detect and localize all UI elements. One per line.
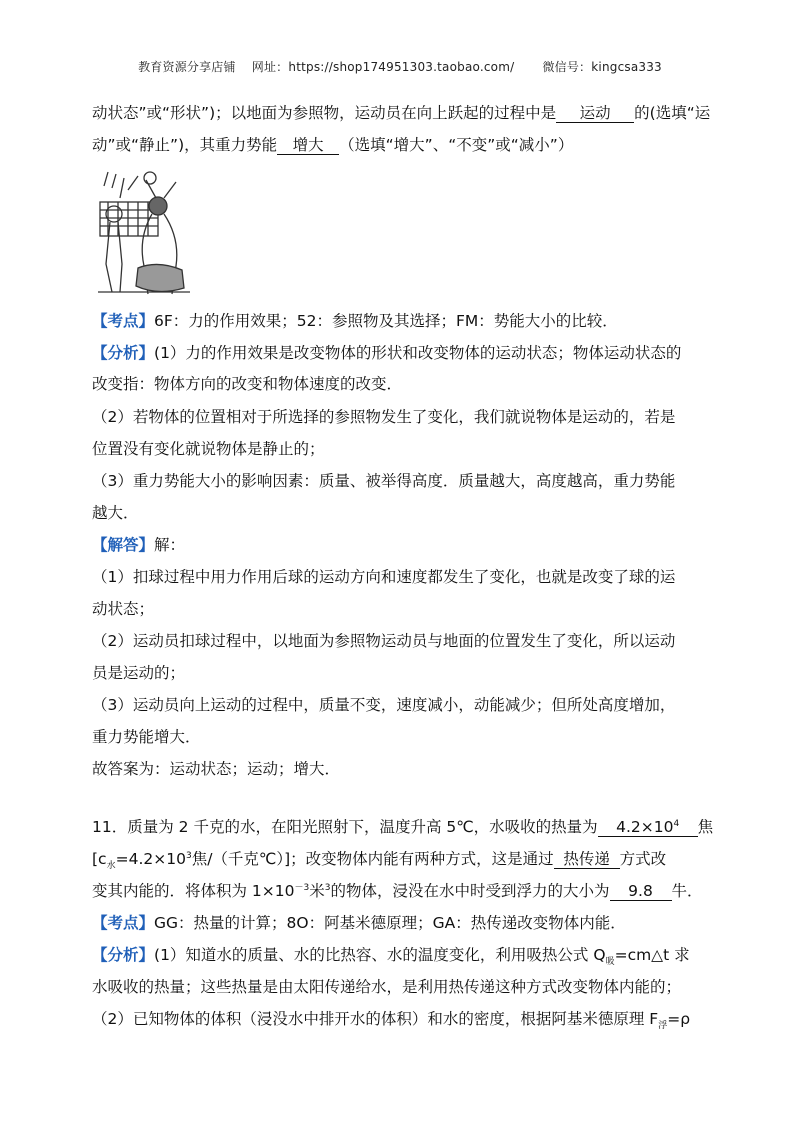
q10-line-1: 动状态”或“形状”)；以地面为参照物，运动员在向上跃起的过程中是 运动 的(选填“运 <box>92 104 711 122</box>
text-line: 越大． <box>92 504 139 522</box>
site-url[interactable]: https://shop174951303.taobao.com/ <box>288 60 515 74</box>
answer-blank: 增大 <box>277 136 339 155</box>
answer-summary: 故答案为：运动状态；运动；增大． <box>92 760 341 778</box>
answer-blank: 运动 <box>556 104 634 123</box>
text-line: 动状态； <box>92 600 155 618</box>
text-line: （2）若物体的位置相对于所选择的参照物发生了变化，我们就说物体是运动的，若是 <box>92 408 676 426</box>
q11-kaodian: 【考点】GG：热量的计算；8O：阿基米德原理；GA：热传递改变物体内能． <box>92 914 626 932</box>
q10-fenxi: 【分析】(1）力的作用效果是改变物体的形状和改变物体的运动状态；物体运动状态的 <box>92 344 682 362</box>
shop-name: 教育资源分享店铺 <box>138 60 236 74</box>
text-line: （3）重力势能大小的影响因素：质量、被举得高度．质量越大，高度越高，重力势能 <box>92 472 676 490</box>
q11-line-1: 11．质量为 2 千克的水，在阳光照射下，温度升高 5℃，水吸收的热量为 $4.2\times 10^4$ 焦 <box>92 818 714 836</box>
answer-blank: 9.8 <box>610 882 672 901</box>
q11-fenxi: 【分析】(1）知道水的质量、水的比热容、水的温度变化，利用吸热公式 $Q_吸=cm\triangle t$ 求 <box>92 946 690 968</box>
answer-blank: $4.2\times 10^4$ <box>598 818 698 837</box>
text-line: （3）运动员向上运动的过程中，质量不变，速度减小，动能减少；但所处高度增加， <box>92 696 676 714</box>
wechat-id: kingcsa333 <box>591 60 662 74</box>
wechat-label: 微信号： <box>542 60 592 74</box>
jieda-tag: 【解答】 <box>92 536 155 554</box>
text-line: （1）扣球过程中用力作用后球的运动方向和速度都发生了变化，也就是改变了球的运 <box>92 568 676 586</box>
volleyball-illustration <box>98 168 190 296</box>
page-header <box>0 58 800 75</box>
kaodian-tag: 【考点】 <box>92 914 155 932</box>
text-line: 改变指：物体方向的改变和物体速度的改变． <box>92 375 403 393</box>
q10-line-2: 动”或“静止”)，其重力势能 增大 （选填“增大”、“不变”或“减小”） <box>92 136 574 154</box>
text-line: 水吸收的热量；这些热量是由太阳传递给水，是利用热传递这种方式改变物体内能的； <box>92 978 682 996</box>
text-line: 员是运动的； <box>92 664 186 682</box>
q10-kaodian: 【考点】6F：力的作用效果；52：参照物及其选择；FM：势能大小的比较． <box>92 312 618 330</box>
fenxi-tag: 【分析】 <box>92 946 155 964</box>
kaodian-tag: 【考点】 <box>92 312 155 330</box>
text-line: （2）运动员扣球过程中，以地面为参照物运动员与地面的位置发生了变化，所以运动 <box>92 632 676 650</box>
answer-blank: 热传递 <box>554 850 620 869</box>
fenxi-tag: 【分析】 <box>92 344 155 362</box>
text-line: 位置没有变化就说物体是静止的； <box>92 440 325 458</box>
text-line: 重力势能增大． <box>92 728 201 746</box>
text-line: （2）已知物体的体积（浸没水中排开水的体积）和水的密度，根据阿基米德原理 $F_浮=\rho$ <box>92 1010 691 1032</box>
q10-jieda: 【解答】解： <box>92 536 186 554</box>
q11-line-2: [$c_水=4.2\times 10^3$焦/（千克℃）]；改变物体内能有两种方式，这是通过 热传递 方式改 <box>92 850 667 872</box>
q11-line-3: 变其内能的．将体积为 $1\times 10^{-3}$米$^3$的物体，浸没在水中时受到浮力的大小为 9.8 牛． <box>92 882 703 900</box>
site-label: 网址： <box>251 60 289 74</box>
